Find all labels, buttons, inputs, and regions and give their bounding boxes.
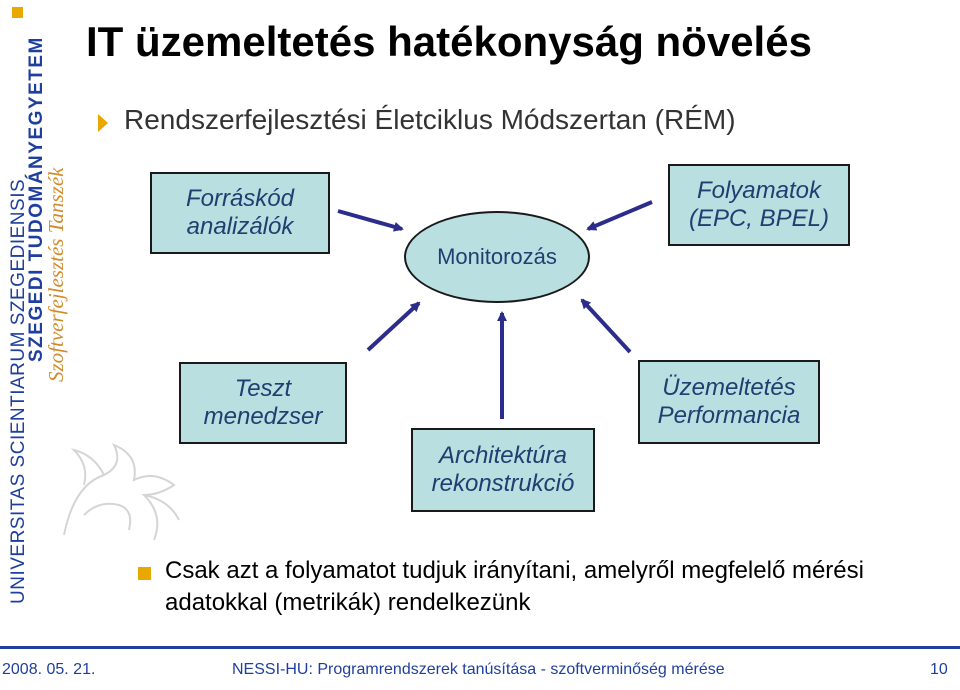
node-operations-performance: Üzemeltetés Performancia <box>638 360 820 444</box>
university-latin-name: UNIVERSITAS SCIENTIARUM SZEGEDIENSIS <box>8 178 29 604</box>
bullet-arrow-icon <box>98 114 108 132</box>
node-architecture-reconstruction: Architektúra rekonstrukció <box>411 428 595 512</box>
bullet-metrics: Csak azt a folyamatot tudjuk irányítani, amelyről megfelelő mérési adatokkal (metrikák) rendelkezünk <box>165 557 864 616</box>
arrow-from-processes <box>588 202 652 229</box>
university-hungarian-name: SZEGEDI TUDOMÁNYEGYETEM <box>26 36 47 362</box>
node-monitoring: Monitorozás <box>404 211 590 303</box>
arrow-from-operations <box>582 300 630 352</box>
node-source-code-analyzers: Forráskód analizálók <box>150 172 330 254</box>
node-test-manager: Teszt menedzser <box>179 362 347 444</box>
footer-title: NESSI-HU: Programrendszerek tanúsítása - szoftverminőség mérése <box>232 661 725 678</box>
footer-divider <box>0 646 960 649</box>
bullet-square-icon <box>138 567 151 580</box>
bullet-rem: Rendszerfejlesztési Életciklus Módszertan (RÉM) <box>124 104 736 135</box>
griffin-emblem-icon <box>44 425 184 550</box>
arrow-from-test <box>368 303 419 350</box>
brand-square <box>12 7 23 18</box>
page-number: 10 <box>930 661 948 678</box>
department-name: Szoftverfejlesztés Tanszék <box>44 167 68 382</box>
slide-title: IT üzemeltetés hatékonyság növelés <box>86 18 812 65</box>
arrow-from-source-code <box>338 211 402 229</box>
node-processes: Folyamatok (EPC, BPEL) <box>668 164 850 246</box>
footer-date: 2008. 05. 21. <box>2 661 96 678</box>
